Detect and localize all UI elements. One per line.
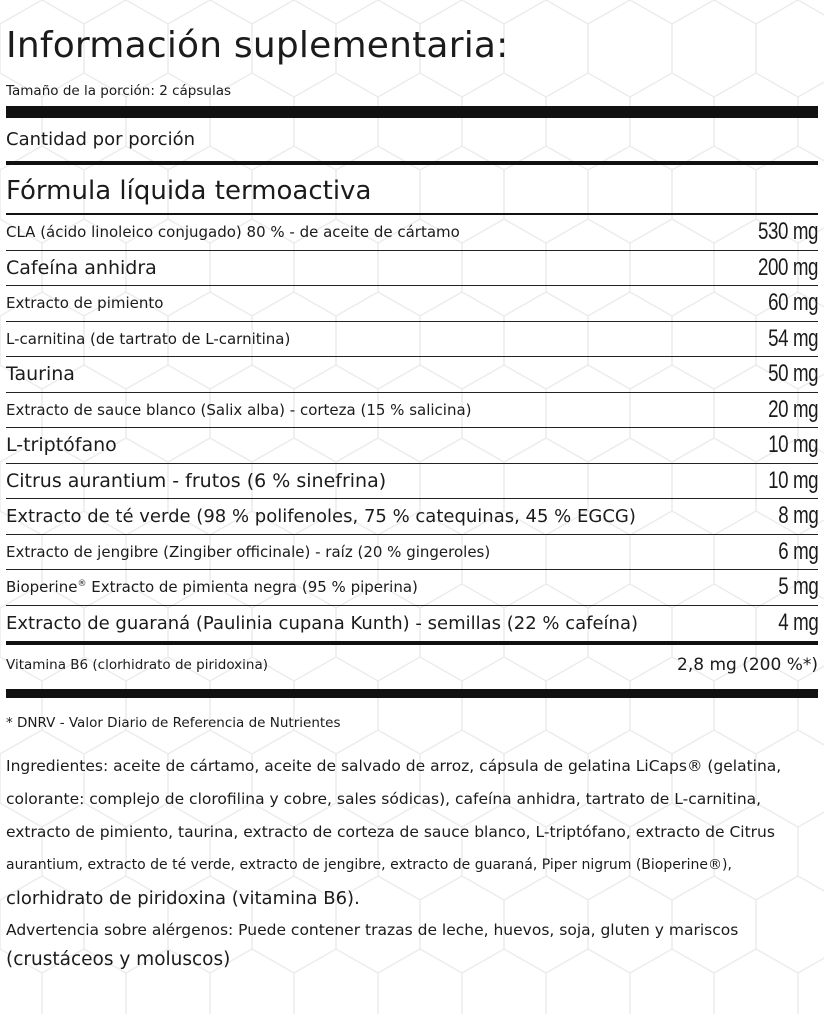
row-name: Extracto de sauce blanco (Salix alba) - corteza (15 % salicina) [6, 400, 472, 419]
table-row [6, 499, 818, 535]
supplement-facts-panel [6, 0, 818, 977]
ingredients-line: colorante: complejo de clorofilina y cobre, sales sódicas), cafeína anhidra, tartrato de L-carnitina, [6, 790, 762, 808]
divider-thick [6, 689, 818, 698]
allergen-line: (crustáceos y moluscos) [6, 949, 231, 970]
row-amount: 50 mg [767, 360, 818, 388]
row-name: L-triptófano [6, 434, 117, 457]
row-amount: 10 mg [767, 431, 818, 459]
row-name: Cafeína anhidra [6, 256, 157, 279]
ingredients-line: clorhidrato de piridoxina (vitamina B6). [6, 888, 360, 909]
row-amount: 20 mg [767, 395, 818, 423]
registered-mark: ® [77, 579, 87, 590]
table-row [6, 215, 818, 251]
row-name: Extracto de guaraná (Paulinia cupana Kunth) - semillas (22 % cafeína) [6, 612, 639, 634]
table-row [6, 393, 818, 429]
row-name: CLA (ácido linoleico conjugado) 80 % - de aceite de cártamo [6, 223, 460, 242]
formula-title: Fórmula líquida termoactiva [6, 176, 372, 206]
row-amount: 54 mg [767, 324, 818, 352]
allergen-line: Advertencia sobre alérgenos: Puede contener trazas de leche, huevos, soja, gluten y mariscos [6, 921, 739, 939]
row-amount: 4 mg [777, 609, 818, 637]
row-amount: 530 mg [757, 218, 818, 246]
row-amount: 60 mg [767, 289, 818, 317]
row-amount: 6 mg [777, 537, 818, 565]
ingredients-line: aurantium, extracto de té verde, extracto de jengibre, extracto de guaraná, Piper nigrum (Bioperine®), [6, 857, 732, 873]
divider-medium [6, 161, 818, 165]
table-row [6, 322, 818, 358]
vitamin-name: Vitamina B6 (clorhidrato de piridoxina) [6, 657, 269, 673]
table-row [6, 570, 818, 606]
ingredients-line: Ingredientes: aceite de cártamo, aceite de salvado de arroz, cápsula de gelatina LiCaps® (gelatina, [6, 757, 782, 775]
table-row [6, 606, 818, 642]
vitamin-amount: 2,8 mg (200 %*) [677, 655, 818, 675]
row-name: Extracto de pimiento [6, 294, 164, 313]
panel-title: Información suplementaria: [6, 25, 509, 66]
bioperine-name: Bioperine [6, 578, 78, 597]
table-row [6, 286, 818, 322]
row-name [6, 578, 418, 596]
row-amount: 10 mg [767, 466, 818, 494]
row-name: Citrus aurantium - frutos (6 % sinefrina) [6, 469, 387, 492]
row-amount: 5 mg [777, 573, 818, 601]
vitamin-row [6, 645, 818, 685]
divider-thick [6, 106, 818, 118]
table-row [6, 251, 818, 287]
serving-size: Tamaño de la porción: 2 cápsulas [6, 83, 231, 99]
row-amount: 8 mg [777, 502, 818, 530]
table-row [6, 428, 818, 464]
row-name: Taurina [6, 363, 75, 386]
ingredient-table [6, 215, 818, 641]
row-name: Extracto de té verde (98 % polifenoles, 75 % catequinas, 45 % EGCG) [6, 505, 636, 527]
ingredients-text [6, 750, 818, 915]
table-row [6, 357, 818, 393]
footnote: * DNRV - Valor Diario de Referencia de Nutrientes [6, 715, 341, 731]
table-row [6, 464, 818, 500]
row-name: Extracto de jengibre (Zingiber officinale) - raíz (20 % gingeroles) [6, 542, 491, 561]
ingredients-line: extracto de pimiento, taurina, extracto de corteza de sauce blanco, L-triptófano, extracto de Citrus [6, 823, 775, 841]
allergen-warning [6, 917, 818, 977]
row-name-rest: Extracto de pimienta negra (95 % piperina) [86, 578, 418, 597]
row-name: L-carnitina (de tartrato de L-carnitina) [6, 329, 291, 348]
amount-per-serving: Cantidad por porción [6, 129, 195, 150]
table-row [6, 535, 818, 571]
row-amount: 200 mg [757, 253, 818, 281]
